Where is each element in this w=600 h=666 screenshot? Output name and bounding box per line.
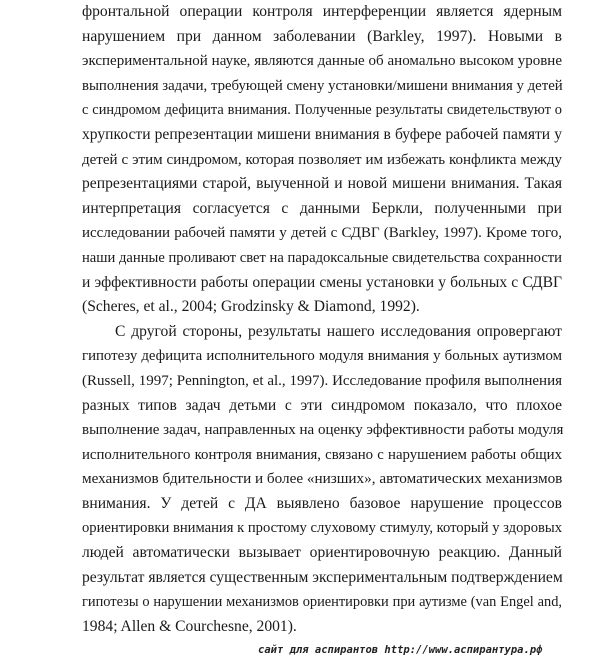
text-line: репрезентациями старой, выученной и новой мишени внимания. Такая — [82, 175, 562, 193]
text-line: результат является существенным экспериментальным подтверждением — [82, 568, 563, 586]
document-body — [82, 0, 562, 639]
text-line: выполнения задачи, требующей смену установки/мишени внимания у детей — [82, 77, 563, 94]
text-line: с синдромом дефицита внимания. Полученные результаты свидетельствуют о — [82, 102, 562, 119]
text-line: (Scheres, et al., 2004; Grodzinsky & Diamond, 1992). — [82, 298, 420, 316]
text-line: ориентировки внимания к простому слуховому стимулу, который у здоровых — [82, 520, 562, 537]
text-line: С другой стороны, результаты нашего исследования опровергают — [115, 322, 562, 340]
text-line: гипотезы о нарушении механизмов ориентировки при аутизме (van Engel and, — [82, 594, 562, 611]
text-line: механизмов бдительности и более «низших», автоматических механизмов — [82, 470, 563, 488]
text-line: 1984; Allen & Courchesne, 2001). — [82, 617, 297, 635]
text-line: интерпретация согласуется с данными Беркли, полученными при — [82, 199, 562, 217]
text-line: экспериментальной науке, являются данные об аномально высоком уровне — [82, 53, 562, 70]
text-line: людей автоматически вызывает ориентировочную реакцию. Данный — [82, 544, 562, 562]
text-line: и эффективности работы операции смены установки у больных с СДВГ — [82, 273, 562, 291]
text-line: гипотезу дефицита исполнительного модуля внимания у больных аутизмом — [82, 348, 562, 365]
text-line: внимания. У детей с ДА выявлено базовое нарушение процессов — [82, 494, 562, 512]
text-line: наши данные проливают свет на парадоксальные свидетельства сохранности — [82, 249, 562, 266]
site-footer-watermark: сайт для аспирантов http://www.аспирантура.рф — [258, 644, 543, 656]
text-line: (Russell, 1997; Pennington, et al., 1997). Исследование профиля выполнения — [82, 372, 562, 389]
text-line: выполнение задач, направленных на оценку эффективности работы модуля — [82, 422, 564, 439]
text-line: детей с этим синдромом, которая позволяет им избежать конфликта между — [82, 151, 562, 168]
text-line: хрупкости репрезентации мишени внимания в буфере рабочей памяти у — [82, 125, 562, 143]
paragraph-2 — [82, 320, 562, 640]
text-line: исследовании рабочей памяти у детей с СДВГ (Barkley, 1997). Кроме того, — [82, 225, 562, 242]
text-line: фронтальной операции контроля интерференции является ядерным — [82, 3, 562, 20]
text-line: исполнительного контроля внимания, связано с нарушением работы общих — [82, 446, 562, 463]
text-line: нарушением при данном заболевании (Barkley, 1997). Новыми в — [82, 27, 562, 45]
paragraph-1 — [82, 0, 562, 320]
text-line: разных типов задач детьми с эти синдромом показало, что плохое — [82, 396, 562, 414]
